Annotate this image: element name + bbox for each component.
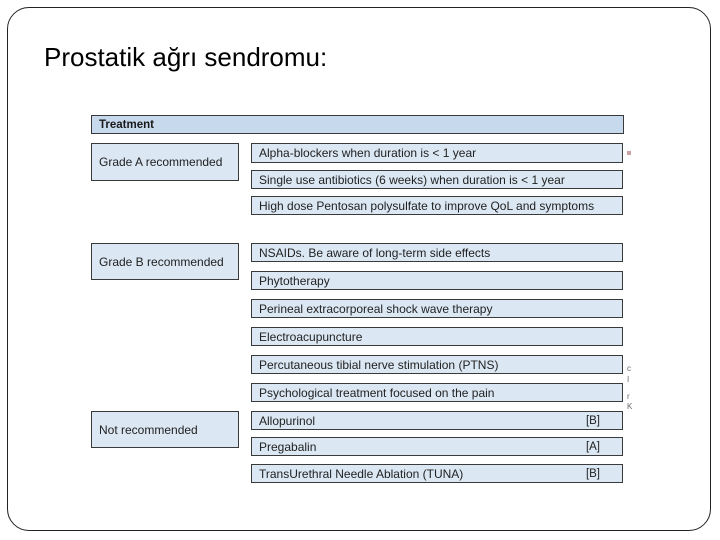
evidence-tag: [B] bbox=[585, 467, 600, 480]
not-recommended-label: Not recommended bbox=[91, 411, 239, 448]
treatment-item: NSAIDs. Be aware of long-term side effects bbox=[251, 243, 623, 262]
treatment-item: Psychological treatment focused on the pain bbox=[251, 383, 623, 402]
treatment-item: TransUrethral Needle Ablation (TUNA) [B] bbox=[251, 464, 623, 483]
edge-marker bbox=[627, 151, 631, 155]
edge-mark: r bbox=[627, 392, 630, 401]
treatment-item: Perineal extracorporeal shock wave therapy bbox=[251, 299, 623, 318]
edge-mark: I bbox=[627, 375, 630, 384]
treatment-item: Pregabalin [A] bbox=[251, 437, 623, 456]
grade-a-label: Grade A recommended bbox=[91, 143, 239, 181]
evidence-tag: [A] bbox=[585, 440, 600, 453]
table-header-label: Treatment bbox=[99, 118, 154, 131]
edge-mark: c bbox=[627, 364, 631, 373]
slide-title: Prostatik ağrı sendromu: bbox=[44, 42, 328, 72]
treatment-item: Phytotherapy bbox=[251, 271, 623, 290]
treatment-item: Percutaneous tibial nerve stimulation (PTNS) bbox=[251, 355, 623, 374]
grade-b-label: Grade B recommended bbox=[91, 243, 239, 280]
treatment-item: High dose Pentosan polysulfate to improve QoL and symptoms bbox=[251, 196, 623, 215]
treatment-item: Alpha-blockers when duration is < 1 year bbox=[251, 143, 623, 163]
treatment-item: Single use antibiotics (6 weeks) when duration is < 1 year bbox=[251, 170, 623, 189]
edge-mark: K bbox=[627, 402, 633, 411]
evidence-tag: [B] bbox=[585, 414, 600, 427]
treatment-item: Electroacupuncture bbox=[251, 327, 623, 346]
treatment-item: Allopurinol [B] bbox=[251, 411, 623, 430]
table-header bbox=[91, 115, 624, 134]
